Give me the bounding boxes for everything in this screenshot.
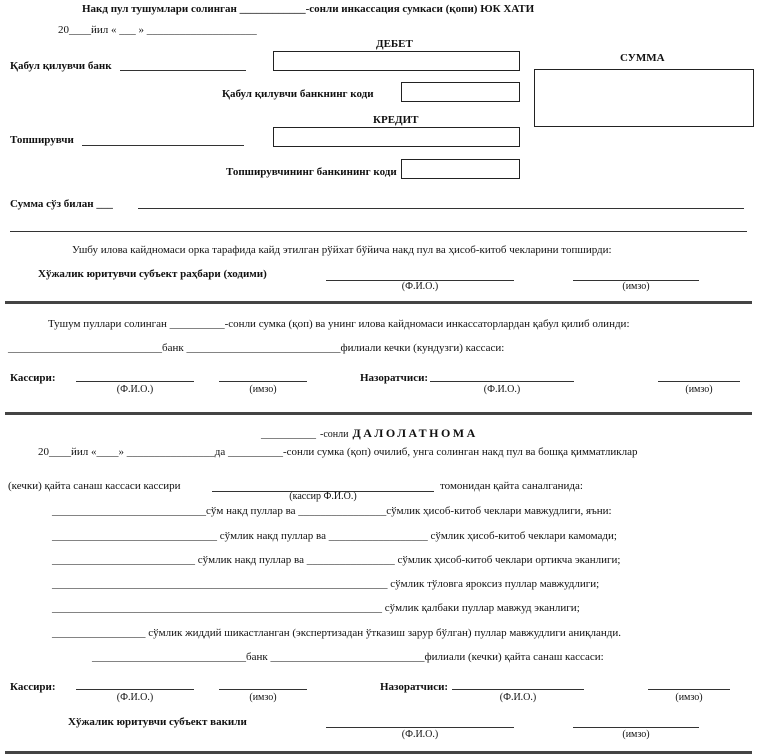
- rep-fio-field[interactable]: [326, 727, 514, 728]
- controller-label-2: Назоратчиси:: [380, 681, 449, 693]
- bank-branch-line[interactable]: [8, 342, 504, 354]
- credit-label: КРЕДИТ: [373, 114, 419, 126]
- act-title-line: [261, 424, 478, 442]
- section-divider: [5, 301, 752, 304]
- cashier-label: [10, 372, 56, 384]
- sum-in-words-field-2[interactable]: [10, 231, 747, 232]
- sum-label: СУММА: [620, 52, 665, 64]
- bag-number-field[interactable]: ____________: [239, 3, 306, 15]
- payer-bank-code-label: Топширувчининг банкининг коди: [226, 166, 397, 178]
- handover-statement: Ушбу илова кайдномаси орка тарафида кайд этилган рўйхат бўйича накд пул ва ҳисоб-китоб чекларини топширди:: [72, 244, 612, 256]
- act-item[interactable]: ____________________________________________________________ сўмлик қалбаки пуллар мавжуд эканлиги;: [52, 602, 580, 614]
- act-line-2-end: томонидан қайта саналганида:: [440, 480, 583, 492]
- bag-number-field-2[interactable]: __________: [169, 318, 225, 330]
- credit-account-box[interactable]: [273, 127, 520, 147]
- act-item[interactable]: ____________________________банк ____________________________филиали (кечки) қайта санаш кассаси:: [92, 651, 604, 663]
- receiving-bank-code-label: Қабул қилувчи банкнинг коди: [222, 88, 374, 100]
- sum-in-words-field[interactable]: [138, 208, 744, 209]
- sum-box[interactable]: [534, 69, 754, 127]
- cashier-sign-field-2[interactable]: [219, 689, 307, 690]
- debit-label: ДЕБЕТ: [376, 38, 413, 50]
- receiving-bank-code-box[interactable]: [401, 82, 520, 102]
- sign-caption: (имзо): [675, 692, 703, 703]
- section-divider: [5, 412, 752, 415]
- act-item[interactable]: _________________ сўмлик жиддий шикастланган (экспертизадан ўтказиш зарур бўлган) пуллар мавжудлиги аниқланди.: [52, 627, 621, 639]
- controller-fio-field[interactable]: [430, 381, 574, 382]
- debit-account-box[interactable]: [273, 51, 520, 71]
- fio-caption: (Ф.И.О.): [401, 281, 439, 292]
- cashier-label-text: Кассири: [10, 372, 52, 384]
- sign-caption: (имзо): [685, 384, 713, 395]
- act-line-2-text: (кечки) қайта санаш кассаси кассири: [8, 480, 181, 492]
- acceptance-text-end: -сонли сумка (қоп) ва унинг илова кайдномаси инкассаторлардан қабул қилиб олинди:: [224, 318, 630, 330]
- receiving-bank-field[interactable]: [120, 70, 246, 71]
- act-item[interactable]: __________________________ сўмлик накд пуллар ва ________________ сўмлик ҳисоб-китоб чеклари ортикча эканлиги;: [52, 554, 621, 566]
- acceptance-text: Тушум пуллари солинган: [48, 318, 167, 330]
- branch-field[interactable]: ____________________________филиали кечки (кундузги) кассаси:: [186, 342, 505, 354]
- sign-caption: (имзо): [249, 692, 277, 703]
- cashier-fio-caption: (кассир Ф.И.О.): [289, 491, 357, 502]
- fio-caption: (Ф.И.О.): [401, 729, 439, 740]
- fio-caption: (Ф.И.О.): [499, 692, 537, 703]
- act-number-field[interactable]: __________: [261, 428, 316, 440]
- date-line[interactable]: 20____йил « ___ » ____________________: [58, 24, 257, 36]
- bottom-divider: [5, 751, 752, 754]
- title-text-end: -сонли инкассация сумкаси (қопи) ЮК ХАТИ: [305, 3, 535, 15]
- entity-rep-label: Хўжалик юритувчи субъект вакили: [68, 716, 247, 728]
- rep-sign-field[interactable]: [573, 727, 699, 728]
- colon: :: [51, 372, 56, 384]
- act-item[interactable]: ______________________________ сўмлик накд пуллар ва __________________ сўмлик ҳисоб-китоб чеклари камомади;: [52, 530, 617, 542]
- controller-sign-field-2[interactable]: [648, 689, 730, 690]
- receiving-bank-label: Қабул қилувчи банк: [10, 60, 112, 72]
- payer-field[interactable]: [82, 145, 244, 146]
- cashier-fio-field[interactable]: [76, 381, 194, 382]
- controller-sign-field[interactable]: [658, 381, 740, 382]
- controller-label: Назоратчиси:: [360, 372, 429, 384]
- cashier-fio-field-2[interactable]: [76, 689, 194, 690]
- controller-fio-field-2[interactable]: [452, 689, 584, 690]
- acceptance-statement: [48, 318, 630, 330]
- payer-bank-code-box[interactable]: [401, 159, 520, 179]
- act-line-1[interactable]: 20____йил «____» ________________да __________-сонли сумка (қоп) очилиб, унга солинган накд пул ва бошқа қимматликлар: [38, 446, 638, 458]
- payer-label: Топширувчи: [10, 134, 74, 146]
- act-item[interactable]: _____________________________________________________________ сўмлик тўловга яроксиз пуллар мавжудлиги;: [52, 578, 600, 590]
- sign-caption: (имзо): [622, 281, 650, 292]
- cashier-sign-field[interactable]: [219, 381, 307, 382]
- waybill-title: [82, 3, 534, 15]
- bank-field[interactable]: ____________________________банк: [8, 342, 184, 354]
- title-text: Накд пул тушумлари солинган: [82, 3, 237, 15]
- fio-caption: (Ф.И.О.): [483, 384, 521, 395]
- sign-caption: (имзо): [622, 729, 650, 740]
- act-title: ДАЛОЛАТНОМА: [352, 426, 478, 440]
- cashier-label-2: Кассири:: [10, 681, 56, 693]
- act-item[interactable]: ____________________________сўм накд пуллар ва ________________сўмлик ҳисоб-китоб чеклари мавжудлиги, яъни:: [52, 505, 612, 517]
- entity-head-label: Хўжалик юритувчи субъект раҳбари (ходими): [38, 268, 267, 280]
- sum-in-words-label: Сумма сўз билан ___: [10, 198, 113, 210]
- fio-caption: (Ф.И.О.): [116, 692, 154, 703]
- sign-caption: (имзо): [249, 384, 277, 395]
- act-prefix: -сонли: [320, 429, 349, 440]
- fio-caption: (Ф.И.О.): [116, 384, 154, 395]
- act-line-2: [8, 480, 181, 492]
